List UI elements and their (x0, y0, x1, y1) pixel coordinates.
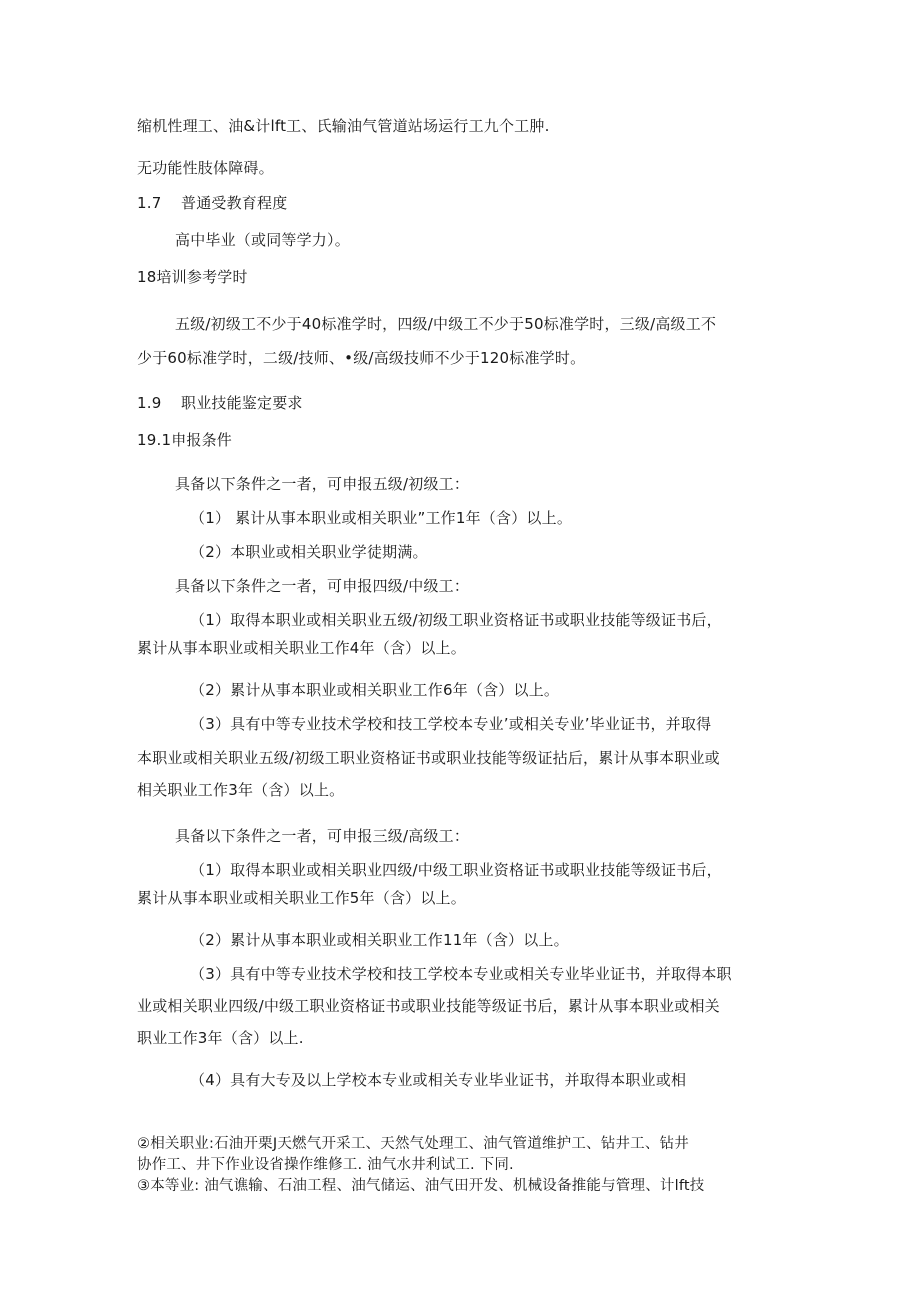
body-line: 本职业或相关职业五级/初级工职业资格证书或职业技能等级证拈后，累计从事本职业或 (137, 749, 720, 767)
body-line: 少于60标准学时，二级/技师、•级/高级技师不少于120标准学时。 (137, 349, 586, 367)
body-line: 累计从事本职业或相关职业工作4年（含）以上。 (137, 639, 466, 657)
list-item: （4）具有大专及以上学校本专业或相关专业毕业证书，并取得本职业或相 (190, 1071, 687, 1089)
body-line: 业或相关职业四级/中级工职业资格证书或职业技能等级证书后，累计从事本职业或相关 (137, 997, 720, 1015)
body-line: 具备以下条件之一者，可申报四级/中级工： (175, 577, 470, 595)
body-line: 五级/初级工不少于40标准学时，四级/中级工不少于50标准学时，三级/高级工不 (175, 315, 717, 333)
body-line: 高中毕业（或同等学力）。 (175, 231, 350, 249)
section-heading-1-7 (137, 193, 287, 213)
body-line: 具备以下条件之一者，可申报三级/高级工： (175, 827, 470, 845)
list-item: （3）具有中等专业技术学校和技工学校本专业’或相关专业’毕业证书，并取得 (190, 715, 712, 733)
body-line: 具备以下条件之一者，可申报五级/初级工： (175, 475, 470, 493)
list-item: （1） 累计从事本职业或相关职业”工作1年（含）以上。 (190, 509, 573, 527)
section-number: 1.7 (137, 194, 162, 212)
footnote: ②相关职业:石油开栗J天燃气开采工、天然气处理工、油气管道维护工、钻井工、钻井 (137, 1136, 689, 1152)
list-item: （2）累计从事本职业或相关职业工作6年（含）以上。 (190, 681, 560, 699)
list-item: （2）累计从事本职业或相关职业工作11年（含）以上。 (190, 931, 569, 949)
body-line: 无功能性肢体障碍。 (137, 159, 274, 177)
list-item: （1）取得本职业或相关职业五级/初级工职业资格证书或职业技能等级证书后， (190, 611, 722, 629)
section-title: 普通受教育程度 (181, 194, 288, 212)
body-line: 相关职业工作3年（含）以上。 (137, 781, 345, 799)
body-line: 缩机性理工、油&计lft工、氏输油气管道站场运行工九个工肿. (137, 117, 550, 135)
list-item: （1）取得本职业或相关职业四级/中级工职业资格证书或职业技能等级证书后， (190, 861, 722, 879)
subsection-heading-1-9-1: 19.1申报条件 (137, 431, 232, 449)
footnote: 协作工、井下作业设省操作维修工. 油气水井利试工. 下同. (137, 1157, 514, 1173)
list-item: （2）本职业或相关职业学徒期满。 (190, 543, 428, 561)
body-line: 职业工作3年（含）以上. (137, 1029, 304, 1047)
section-number: 1.9 (137, 394, 162, 412)
section-heading-1-9 (137, 393, 303, 413)
body-line: 累计从事本职业或相关职业工作5年（含）以上。 (137, 889, 466, 907)
list-item: （3）具有中等专业技术学校和技工学校本专业或相关专业毕业证书，并取得本职 (190, 965, 732, 983)
footnote: ③本等业: 油气谯输、石油工程、油气储运、油气田开发、机械设备推能与管理、计lft技 (137, 1178, 705, 1194)
section-heading-1-8: 18培训参考学时 (137, 268, 248, 286)
section-title: 职业技能鉴定要求 (181, 394, 303, 412)
